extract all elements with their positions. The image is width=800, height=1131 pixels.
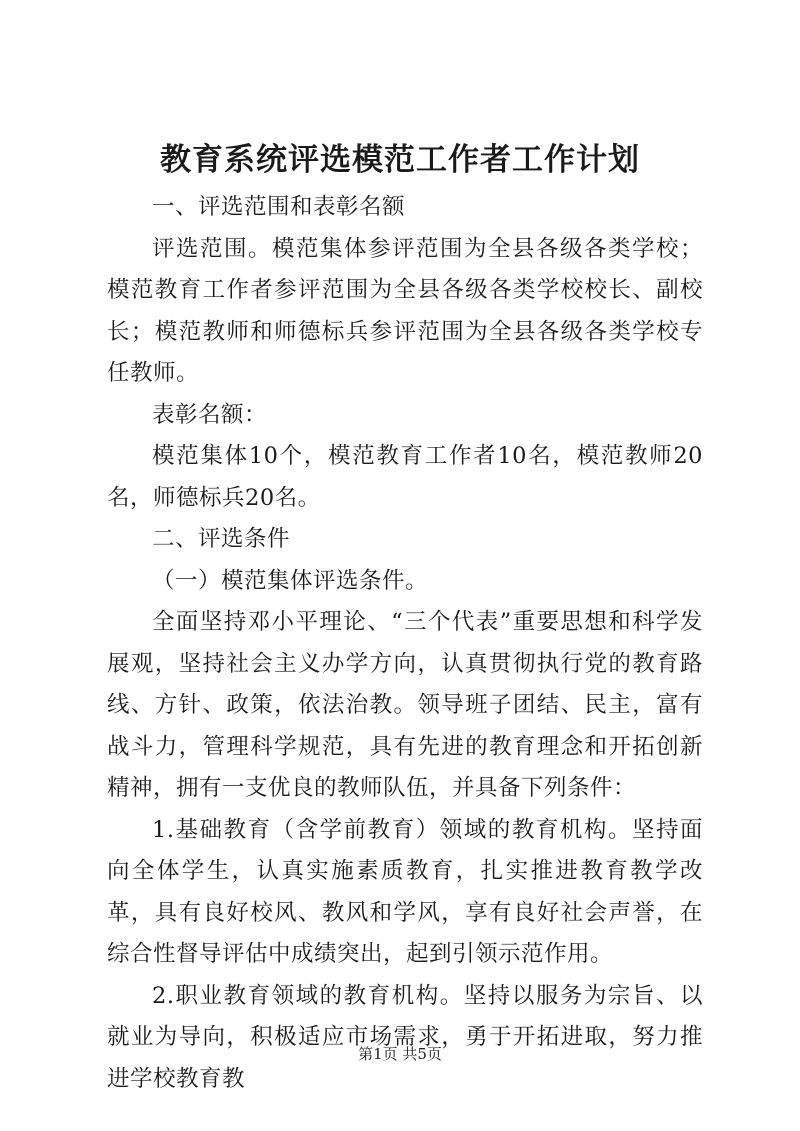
- page-footer: 第1页 共5页: [358, 1045, 442, 1063]
- paragraph: 全面坚持邓小平理论、“三个代表”重要思想和科学发展观，坚持社会主义办学方向，认真贯彻执行党的教育路线、方针、政策，依法治教。领导班子团结、民主，富有战斗力，管理科学规范，具有先进的教育理念和开拓创新精神，拥有一支优良的教师队伍，并具备下列条件：: [107, 609, 703, 801]
- paragraph: 表彰名额：: [152, 401, 268, 428]
- document-title: 教育系统评选模范工作者工作计划: [160, 142, 640, 178]
- paragraph: 1.基础教育（含学前教育）领域的教育机构。坚持面向全体学生，认真实施素质教育，扎实推进教育教学改革，具有良好校风、教风和学风，享有良好社会声誉，在综合性督导评估中成绩突出，起到引领示范作用。: [107, 816, 703, 967]
- paragraph: 2.职业教育领域的教育机构。坚持以服务为宗旨、以就业为导向，积极适应市场需求，勇于开拓进取，努力推进学校教育教: [107, 982, 703, 1092]
- subsection-heading: （一）模范集体评选条件。: [152, 567, 429, 594]
- section-heading: 一、评选范围和表彰名额: [152, 194, 406, 220]
- paragraph: 模范集体10个，模范教育工作者10名，模范教师20名，师德标兵20名。: [107, 443, 703, 511]
- section-heading: 二、评选条件: [152, 526, 291, 552]
- document-body: [107, 187, 703, 1100]
- paragraph: 评选范围。模范集体参评范围为全县各级各类学校；模范教育工作者参评范围为全县各级各类学校校长、副校长；模范教师和师德标兵参评范围为全县各级各类学校专任教师。: [107, 235, 703, 386]
